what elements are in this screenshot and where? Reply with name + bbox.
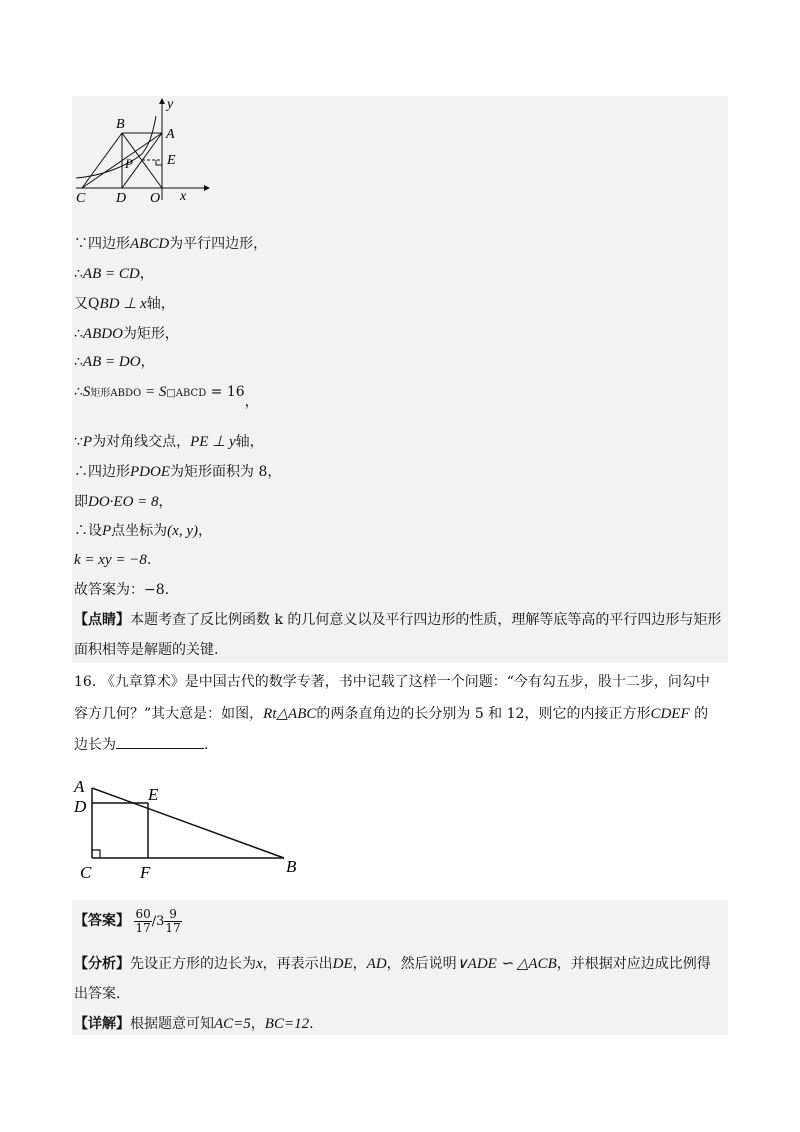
solution-line-1: ∵四边形ABCD为平行四边形， [74, 236, 268, 252]
label-D2: D [74, 797, 87, 816]
label-E: E [167, 153, 176, 168]
answer-line: 【答案】 $\frac{60}{17}$ /3 $\frac{9}{17}$ [74, 906, 181, 935]
analysis-tag: 【分析】 [74, 956, 130, 972]
answer-fraction-numerator: 60 [135, 906, 151, 921]
graph-figure [72, 96, 212, 208]
answer-tag: 【答案】 [74, 913, 130, 929]
solution-line-12: 故答案为：−8. [74, 582, 170, 598]
answer-mixed-numerator: 9 [169, 906, 177, 921]
label-O: O [150, 191, 161, 206]
label-C: C [76, 191, 86, 206]
label-A: A [166, 127, 175, 142]
label-x: x [180, 189, 187, 204]
solution-line-4: ∴ABDO为矩形， [74, 326, 179, 342]
answer-mixed-denominator: 17 [165, 920, 181, 935]
label-P: P [125, 156, 133, 171]
label-A2: A [74, 777, 85, 796]
label-F2: F [140, 863, 151, 882]
detail-line: 【详解】根据题意可知AC=5，BC=12. [74, 1016, 314, 1032]
solution-line-5: ∴AB = DO， [74, 354, 155, 370]
remark-line-2: 面积相等是解题的关键. [74, 642, 219, 658]
solution-line-3: 又QBD ⊥ x轴， [74, 296, 175, 312]
solution-line-8: ∴四边形PDOE为矩形面积为 8， [74, 464, 282, 480]
detail-tag: 【详解】 [74, 1016, 130, 1032]
label-B: B [116, 117, 125, 132]
solution-line-11: k = xy = −8. [74, 552, 152, 568]
analysis-line-2: 出答案. [74, 986, 121, 1002]
label-y: y [167, 97, 174, 112]
label-C2: C [80, 863, 92, 882]
question16-line-2: 容方几何？”其大意是：如图，Rt△ABC的两条直角边的长分别为 5 和 12，则它的内接正方形CDEF 的 [74, 706, 709, 722]
solution-line-6: ∴S矩形ABDO = S□ABCD = 16， [74, 384, 259, 410]
solution-line-9: 即DO·EO = 8， [74, 494, 173, 510]
solution-line-10: ∴设P点坐标为(x, y)， [74, 523, 212, 539]
label-B2: B [286, 857, 297, 876]
analysis-line-1: 【分析】先设正方形的边长为x，再表示出DE，AD，然后说明∨ADE ∽ △ACB，并根据对应边成比例得 [74, 956, 711, 972]
answer-fraction-denominator: 17 [135, 920, 151, 935]
triangle-figure [72, 770, 312, 886]
solution-line-7: ∵P为对角线交点，PE ⊥ y轴， [74, 434, 264, 450]
solution-line-2: ∴AB = CD， [74, 266, 154, 282]
question16-line-1: 16. 《九章算术》是中国古代的数学专著，书中记载了这样一个问题：“今有勾五步，股十二步，问勾中 [74, 674, 710, 690]
remark-line-1: 【点睛】本题考查了反比例函数 k 的几何意义以及平行四边形的性质，理解等底等高的平行四边形与矩形 [74, 612, 722, 628]
remark-tag: 【点睛】 [74, 612, 130, 628]
answer-blank[interactable] [116, 734, 204, 749]
label-D: D [116, 191, 127, 206]
label-E2: E [148, 785, 159, 804]
question16-line-3: 边长为 . [74, 734, 208, 755]
